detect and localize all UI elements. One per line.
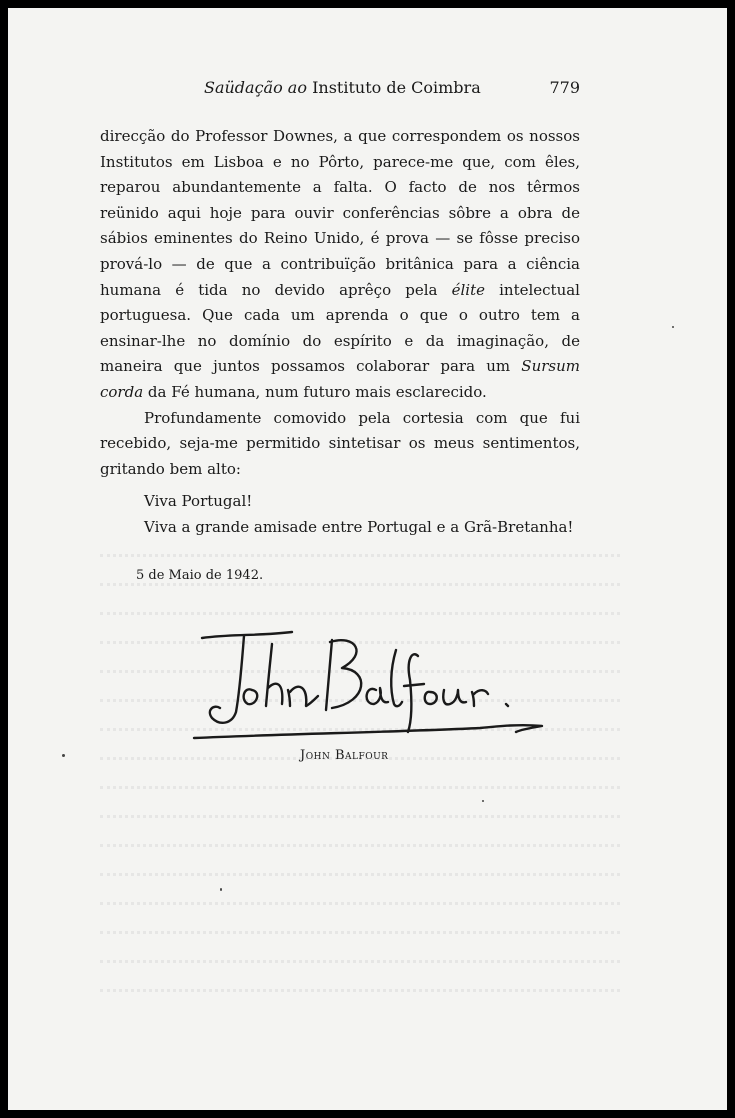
scanned-page [8,8,727,1110]
paper-speck [672,326,674,328]
handwritten-signature [180,620,550,748]
paper-speck [482,800,484,802]
paragraph-1-part-c: da Fé humana, num futuro mais esclarecido. [143,382,487,401]
running-title-rest: Instituto de Coimbra [312,78,481,97]
paragraph-1-part-b: intelectual portuguesa. Que cada um aprenda o que o outro tem a ensinar-lhe no domínio do espírito e da imaginação, de maneira que juntos possamos colaborar para um [100,280,580,376]
running-title-italic: Saüdação ao [204,78,307,97]
cheer-line-1: Viva Portugal! [144,492,253,510]
paragraph-1-part-a: direcção do Professor Downes, a que correspondem os nossos Institutos em Lisboa e no Pôrto, parece-me que, com êles, reparou abundantemente a falta. O facto de nos têrmos reünido aqui hoje para ouvir conferências sôbre a obra de sábios eminentes do Reino Unido, é prova — se fôsse preciso prová-lo — de que a contribuïção britânica para a ciência humana é tida no devido aprêço pela [100,127,580,299]
paragraph-1 [100,124,580,406]
paragraph-1-sursum-corda: Sursum corda [100,357,580,401]
paper-speck [220,888,222,891]
page-number: 779 [549,78,580,97]
date-line: 5 de Maio de 1942. [136,568,264,583]
paper-speck [62,754,65,757]
paragraph-2: Profundamente comovido pela cortesia com que fui recebido, seja-me permitido sintetisar os meus sentimentos, gritando bem alto: [100,408,580,478]
running-head [100,78,580,100]
cheer-line-2: Viva a grande amisade entre Portugal e a Grã-Bretanha! [144,518,574,536]
paragraph-1-elite: élite [451,280,485,299]
signer-name: John Balfour [300,748,389,763]
page-content [8,8,727,1110]
body-text [100,124,580,482]
running-title [204,78,481,97]
